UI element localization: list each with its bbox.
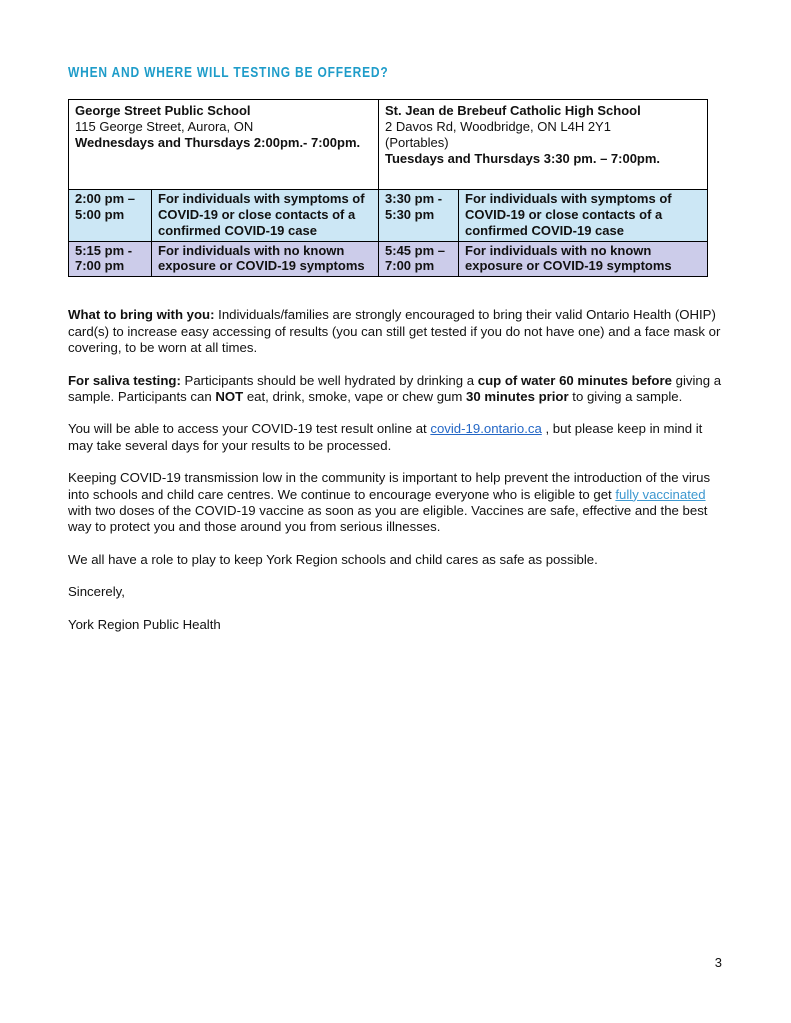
slot-description: For individuals with symptoms of COVID-19 or close contacts of a confirmed COVID-19 case (152, 190, 379, 242)
time-slot: 5:45 pm – 7:00 pm (379, 241, 459, 277)
school-schedule: Wednesdays and Thursdays 2:00pm.- 7:00pm. (75, 134, 361, 150)
text-segment: eat, drink, smoke, vape or chew gum (243, 388, 467, 404)
slot-description: For individuals with no known exposure or COVID-19 symptoms (152, 241, 379, 277)
text-segment: 30 minutes prior (466, 388, 569, 404)
page-title: WHEN AND WHERE WILL TESTING BE OFFERED? (68, 64, 389, 81)
school-address: 2 Davos Rd, Woodbridge, ON L4H 2Y1 (385, 118, 611, 134)
testing-schedule-table (68, 99, 708, 277)
signoff (68, 584, 724, 600)
text-segment: You will be able to access your COVID-19 test result online at (68, 421, 431, 437)
text-segment: York Region Public Health (68, 616, 221, 632)
text-segment: NOT (215, 388, 244, 404)
location-cell-st-jean (379, 100, 708, 190)
what-to-bring-paragraph (68, 307, 724, 356)
location-cell-george-street (69, 100, 379, 190)
text-segment: Sincerely, (68, 584, 125, 600)
school-extra: (Portables) (385, 134, 449, 150)
no-exposure-slot-row (69, 241, 708, 277)
time-slot: 3:30 pm - 5:30 pm (379, 190, 459, 242)
text-segment: We all have a role to play to keep York Region schools and child cares as safe as possible. (68, 551, 598, 567)
page-number: 3 (714, 955, 722, 970)
text-link[interactable]: fully vaccinated (615, 486, 706, 502)
text-segment: Participants should be well hydrated by drinking a (180, 372, 478, 388)
school-name: St. Jean de Brebeuf Catholic High School (385, 103, 641, 118)
body-paragraphs (68, 307, 724, 633)
results-paragraph (68, 421, 724, 454)
vaccination-paragraph (68, 470, 724, 536)
text-segment: Keeping COVID-19 transmission low in the community is important to help prevent the introduction of the virus into schools and child care centres. We continue to encourage everyone who is eligible to get (68, 470, 711, 502)
text-link[interactable]: covid-19.ontario.ca (430, 421, 542, 437)
role-paragraph (68, 552, 724, 568)
text-segment: Individuals/families are strongly encouraged to bring their valid Ontario Health (OHIP) card(s) to increase easy accessing of results (you can still get tested if you do not have one) and a face mask or covering, to be worn at all times. (68, 307, 721, 356)
signature (68, 617, 724, 633)
text-segment: , but please keep in mind it may take several days for your results to be processed. (68, 421, 703, 453)
time-slot: 2:00 pm – 5:00 pm (69, 190, 152, 242)
text-segment: with two doses of the COVID-19 vaccine as soon as you are eligible. Vaccines are safe, effective and the best way to protect you and those around you from serious illnesses. (68, 502, 708, 535)
symptomatic-slot-row (69, 190, 708, 242)
time-slot: 5:15 pm - 7:00 pm (69, 241, 152, 277)
text-segment: to giving a sample. (568, 388, 683, 404)
text-segment: giving a sample. Participants can (68, 372, 722, 404)
slot-description: For individuals with symptoms of COVID-19 or close contacts of a confirmed COVID-19 case (459, 190, 708, 242)
saliva-testing-paragraph (68, 373, 724, 406)
school-schedule: Tuesdays and Thursdays 3:30 pm. – 7:00pm. (385, 150, 661, 166)
school-address: 115 George Street, Aurora, ON (75, 118, 254, 134)
text-segment: What to bring with you: (68, 307, 215, 323)
school-name: George Street Public School (75, 103, 251, 118)
document-content (68, 64, 724, 649)
location-header-row (69, 100, 708, 190)
text-segment: For saliva testing: (68, 372, 181, 388)
text-segment: cup of water 60 minutes before (477, 372, 672, 388)
slot-description: For individuals with no known exposure or COVID-19 symptoms (459, 241, 708, 277)
